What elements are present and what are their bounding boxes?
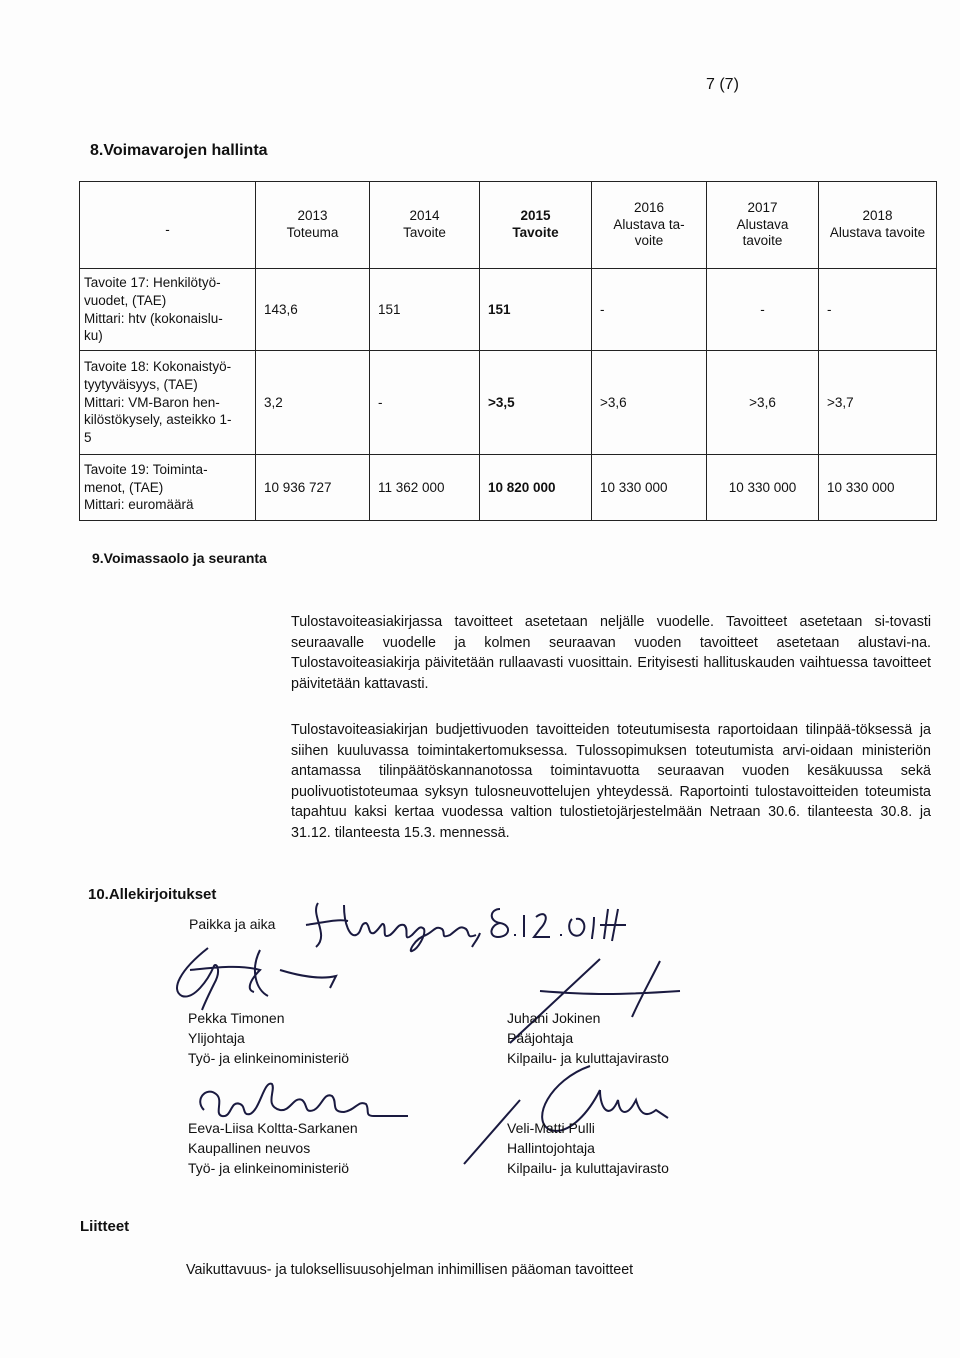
- table-cell: 10 820 000: [480, 455, 592, 521]
- column-header: 2016 Alustava ta-voite: [592, 182, 707, 269]
- signatory-title: Ylijohtaja: [188, 1030, 245, 1046]
- signatory-org: Työ- ja elinkeinoministeriö: [188, 1050, 350, 1066]
- signatory-name: Eeva-Liisa Koltta-Sarkanen: [188, 1120, 358, 1136]
- signatory-block: [188, 1008, 349, 1068]
- table-cell: 143,6: [256, 269, 370, 351]
- table-cell: -: [819, 269, 937, 351]
- goals-table: [79, 181, 937, 521]
- signatory-name: Veli-Matti Pulli: [507, 1120, 595, 1136]
- signatory-name: Pekka Timonen: [188, 1010, 285, 1026]
- table-row: [80, 269, 937, 351]
- table-cell: 10 330 000: [592, 455, 707, 521]
- attachments-title: Liitteet: [80, 1218, 130, 1235]
- table-cell: >3,6: [592, 351, 707, 455]
- table-cell: -: [707, 269, 819, 351]
- section-title: 10.Allekirjoitukset: [88, 886, 217, 903]
- signatory-name: Juhani Jokinen: [507, 1010, 601, 1026]
- signatory-block: [507, 1008, 669, 1068]
- table-cell: >3,6: [707, 351, 819, 455]
- table-cell: 3,2: [256, 351, 370, 455]
- attachment-item: Vaikuttavuus- ja tuloksellisuusohjelman inhimillisen pääoman tavoitteet: [186, 1262, 634, 1278]
- table-cell: >3,7: [819, 351, 937, 455]
- table-cell: 10 330 000: [819, 455, 937, 521]
- table-cell: -: [592, 269, 707, 351]
- column-header: 2018 Alustava tavoite: [819, 182, 937, 269]
- signatory-title: Hallintojohtaja: [507, 1140, 595, 1156]
- table-header-row: [80, 182, 937, 269]
- table-corner-cell: -: [80, 182, 256, 269]
- row-label: Tavoite 19: Toiminta- menot, (TAE) Mittari: euromäärä: [80, 455, 256, 521]
- signatory-org: Kilpailu- ja kuluttajavirasto: [507, 1050, 669, 1066]
- signatory-org: Työ- ja elinkeinoministeriö: [188, 1160, 350, 1176]
- section-title: 8.Voimavarojen hallinta: [90, 142, 268, 159]
- signatory-block: [188, 1118, 358, 1178]
- paragraph: Tulostavoiteasiakirjassa tavoitteet asetetaan neljälle vuodelle. Tavoitteet asetetaan si-tovasti seuraavalle vuodelle ja kolmen seuraavan vuoden tavoitteet asetetaan alustavi-na. Tulostavoiteasiakirja päivitetään rullaavasti vuosittain. Erityisesti hallituskauden vaihtuessa tavoitteet päivitetään kattavasti.: [291, 614, 931, 692]
- table-cell: 10 330 000: [707, 455, 819, 521]
- signatory-title: Kaupallinen neuvos: [188, 1140, 311, 1156]
- table-cell: 10 936 727: [256, 455, 370, 521]
- table-cell: 11 362 000: [370, 455, 480, 521]
- table-cell: 151: [370, 269, 480, 351]
- column-header: 2013 Toteuma: [256, 182, 370, 269]
- column-header: 2017 Alustava tavoite: [707, 182, 819, 269]
- table-row: [80, 351, 937, 455]
- table-cell: -: [370, 351, 480, 455]
- table-cell: >3,5: [480, 351, 592, 455]
- row-label: Tavoite 18: Kokonaistyö- tyytyväisyys, (TAE) Mittari: VM-Baron hen- kilöstökysely, asteikko 1- 5: [80, 351, 256, 455]
- column-header: 2014 Tavoite: [370, 182, 480, 269]
- place-date-label: Paikka ja aika: [189, 916, 276, 932]
- signatory-org: Kilpailu- ja kuluttajavirasto: [507, 1160, 669, 1176]
- signatory-title: Pääjohtaja: [507, 1030, 574, 1046]
- table-row: [80, 455, 937, 521]
- section-title: 9.Voimassaolo ja seuranta: [92, 550, 267, 566]
- column-header: 2015 Tavoite: [480, 182, 592, 269]
- row-label: Tavoite 17: Henkilötyö- vuodet, (TAE) Mittari: htv (kokonaislu- ku): [80, 269, 256, 351]
- paragraph: Tulostavoiteasiakirjan budjettivuoden tavoitteiden toteutumisesta raportoidaan tilinpää-töksessä ja siihen kuuluvassa toimintakertomuksessa. Tulossopimuksen toteutumista arvi-oidaan ministeriön antamassa tilinpäätöskannanotossa toimintavuotta seuraavan vuoden kesäkuussa sekä puolivuotistoteumaa syksyn tulosneuvottelujen yhteydessä. Raportointi tulostavoitteiden toteumista tapahtuu kaksi kertaa vuodessa valtion tulostietojärjestelmään Netraan 30.6. tilanteesta 30.8. ja 31.12. tilanteesta 15.3. mennessä.: [291, 722, 931, 841]
- signatory-block: [507, 1118, 669, 1178]
- page-number: 7 (7): [706, 76, 739, 93]
- handwritten-place-date: [300, 895, 720, 955]
- table-cell: 151: [480, 269, 592, 351]
